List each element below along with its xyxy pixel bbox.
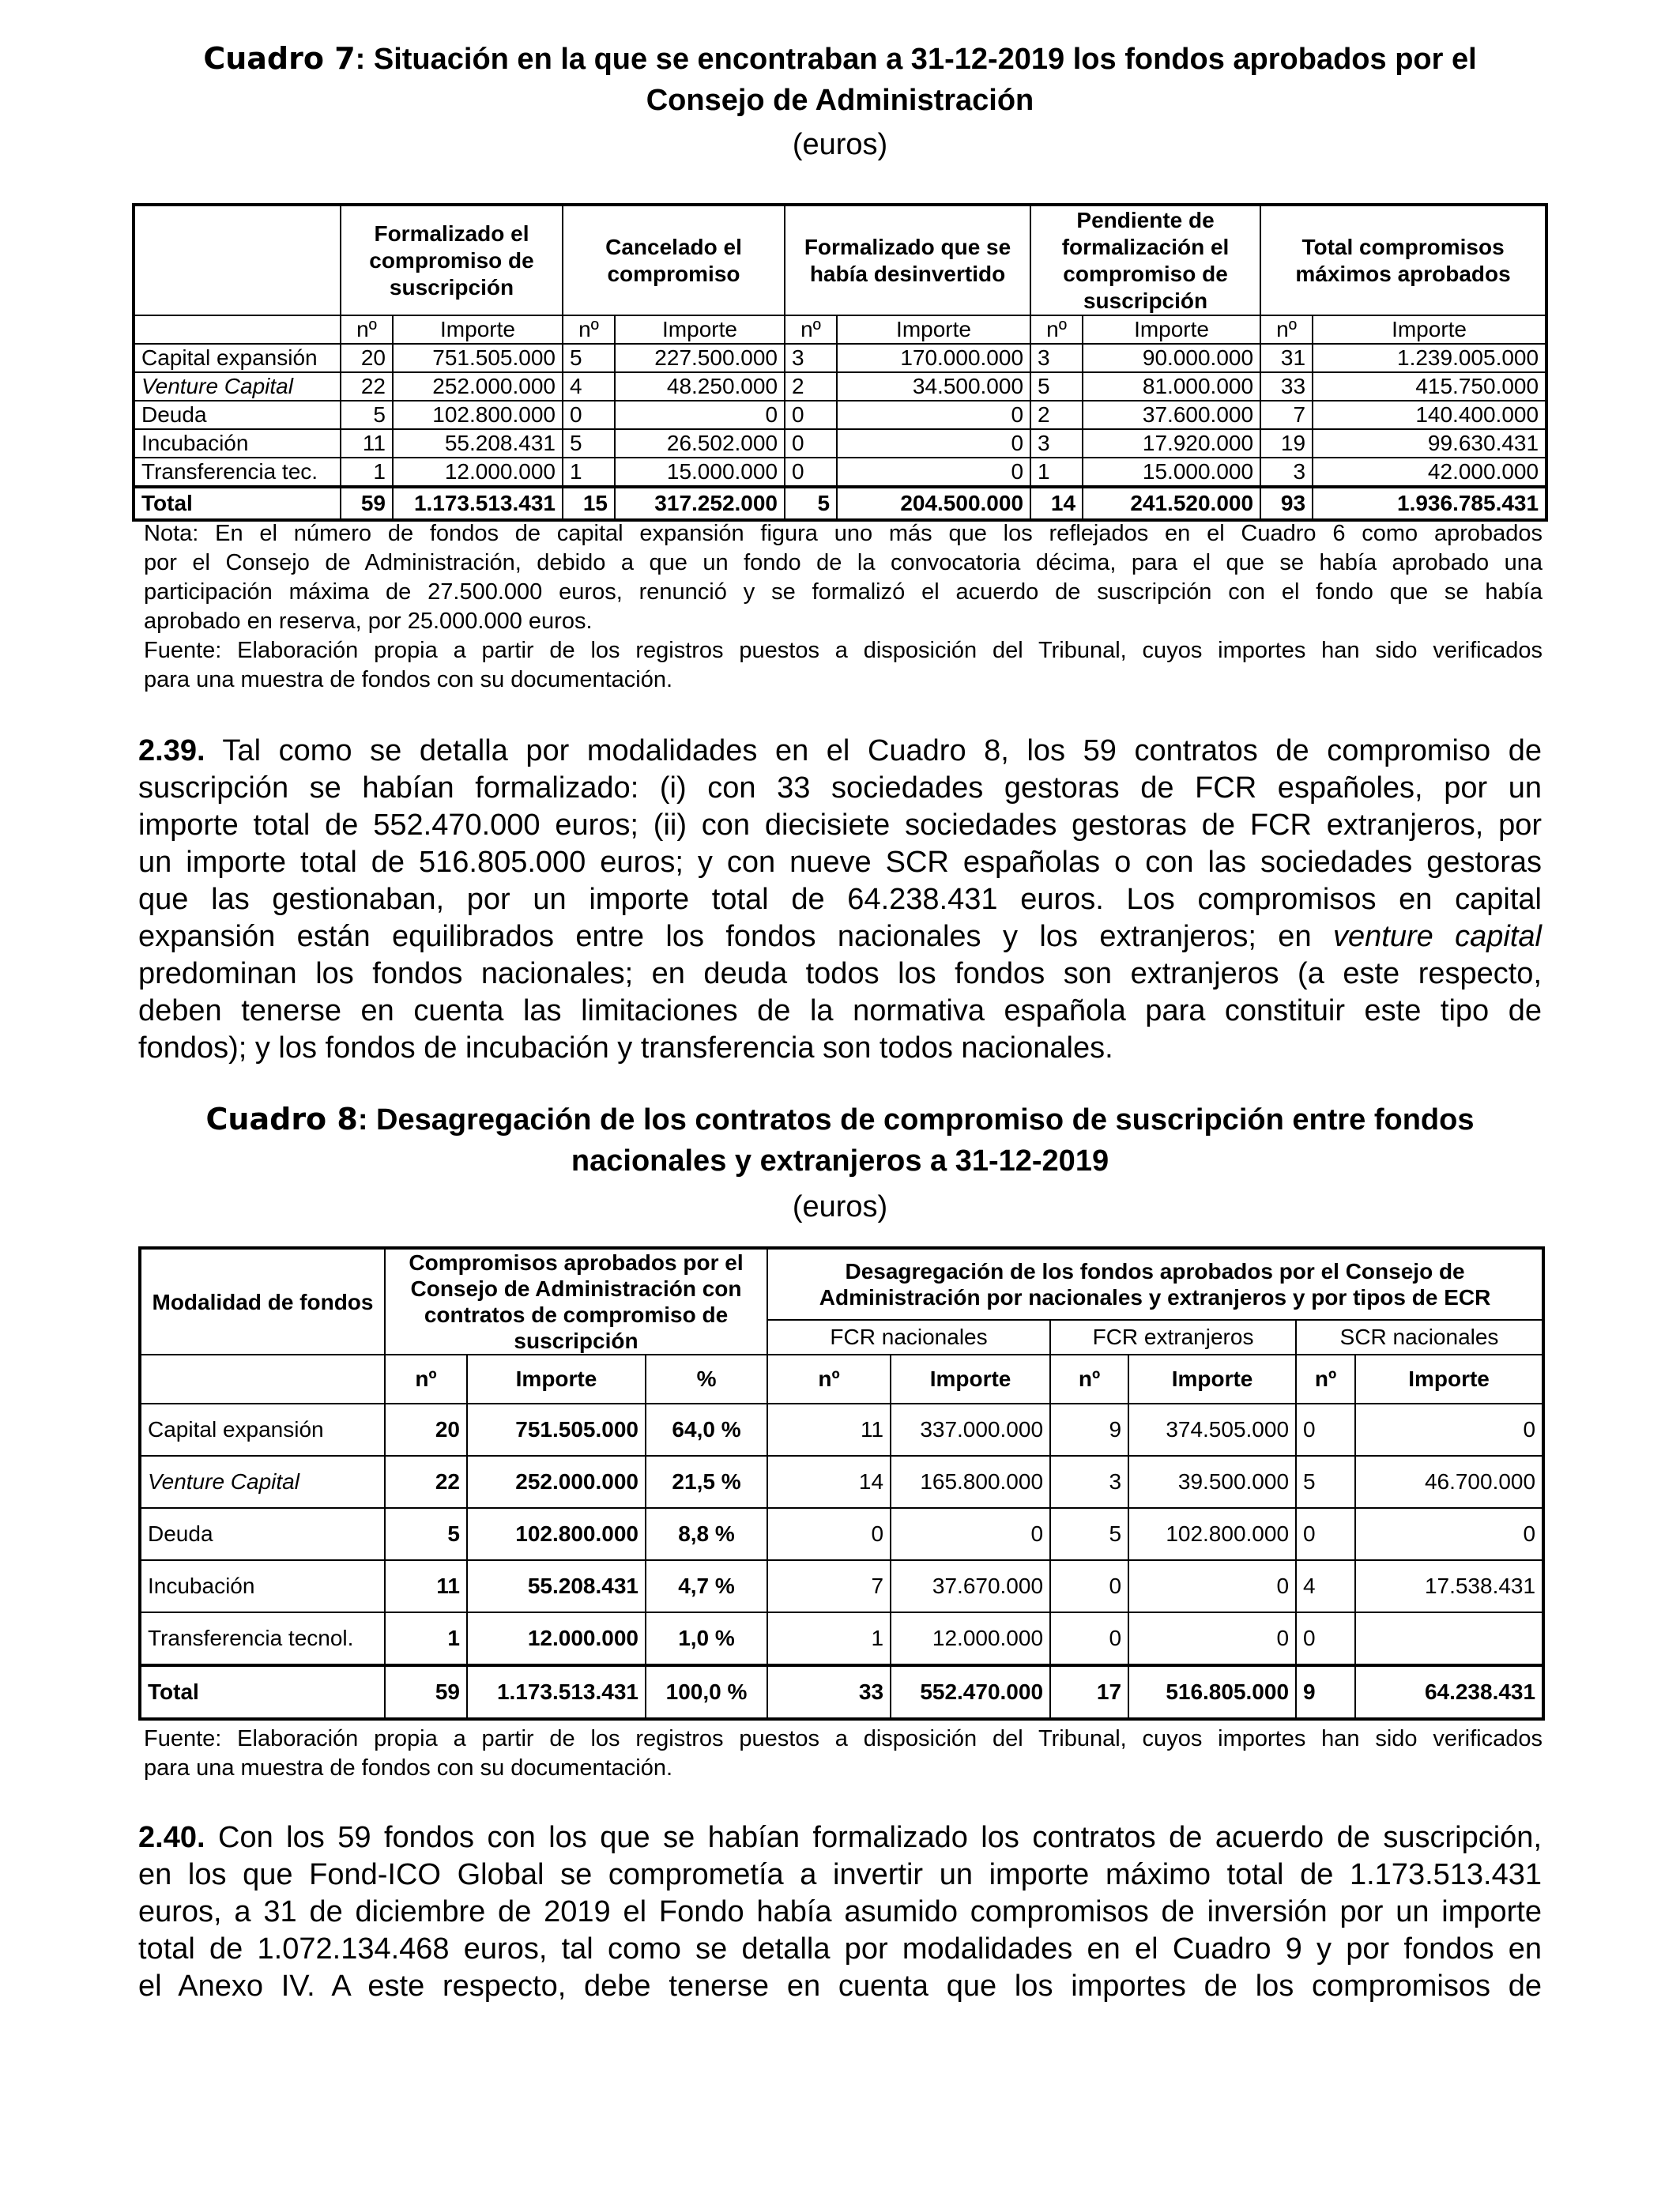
- cell-amount: 0: [837, 401, 1030, 429]
- cell-count: 0: [785, 458, 837, 487]
- cell-amount: 39.500.000: [1128, 1456, 1296, 1508]
- cuadro7-title-line2: Consejo de Administración: [646, 84, 1034, 117]
- paragraph-number: 2.39.: [138, 734, 205, 767]
- paragraph-2-40: [138, 1819, 1542, 2005]
- row-label: Venture Capital: [134, 372, 341, 401]
- cell-count: 1: [341, 458, 393, 487]
- paragraph-line: Con los 59 fondos con los que se habían formalizado los contratos de acuerdo de suscripción,: [205, 1821, 1542, 1854]
- cell-amount: 81.000.000: [1083, 372, 1260, 401]
- cuadro8-sub-n: nº: [767, 1355, 891, 1404]
- paragraph-line: importe total de 552.470.000 euros; (ii) con diecisiete sociedades gestoras de FCR extranjeros, por: [138, 809, 1542, 842]
- cell-amount: 90.000.000: [1083, 344, 1260, 372]
- cell-count: 0: [1296, 1404, 1355, 1456]
- cuadro7-sub-importe: Importe: [837, 315, 1030, 344]
- cuadro8-h-scr-nacionales: SCR nacionales: [1296, 1320, 1543, 1355]
- cuadro8-title-line2: nacionales y extranjeros a 31-12-2019: [571, 1144, 1109, 1178]
- cell-count: 0: [1296, 1612, 1355, 1665]
- row-label: Transferencia tec.: [134, 458, 341, 487]
- cell-amount: 0: [891, 1508, 1050, 1560]
- row-label: Transferencia tecnol.: [140, 1612, 385, 1665]
- note-line: aprobado en reserva, por 25.000.000 euros.: [144, 609, 593, 634]
- cuadro8-sub-empty: [140, 1355, 385, 1404]
- total-amount: 204.500.000: [837, 487, 1030, 520]
- paragraph-2-39: [138, 733, 1542, 1067]
- cuadro7-sub-empty: [134, 315, 341, 344]
- paragraph-line: Tal como se detalla por modalidades en el Cuadro 8, los 59 contratos de compromiso de: [205, 734, 1542, 767]
- total-percent: 100,0 %: [646, 1665, 767, 1719]
- cell-percent: 4,7 %: [646, 1560, 767, 1612]
- total-label: Total: [134, 487, 341, 520]
- paragraph-line: predominan los fondos nacionales; en deuda todos los fondos son extranjeros (a este respecto,: [138, 957, 1542, 990]
- cell-amount: 227.500.000: [615, 344, 785, 372]
- cell-amount: 415.750.000: [1313, 372, 1546, 401]
- paragraph-line: euros, a 31 de diciembre de 2019 el Fondo había asumido compromisos de inversión por un importe: [138, 1895, 1542, 1928]
- total-value: 552.470.000: [891, 1665, 1050, 1719]
- cuadro7-sub-importe: Importe: [615, 315, 785, 344]
- cell-count: 5: [1030, 372, 1083, 401]
- cuadro8-sub-pct: %: [646, 1355, 767, 1404]
- cell-amount: 15.000.000: [1083, 458, 1260, 487]
- cuadro8-title-line1: : Desagregación de los contratos de compromiso de suscripción entre fondos: [357, 1103, 1475, 1137]
- cell-amount: 0: [1355, 1508, 1543, 1560]
- cuadro7-table: [132, 203, 1548, 522]
- total-amount: 1.173.513.431: [393, 487, 563, 520]
- cell-amount: 1.239.005.000: [1313, 344, 1546, 372]
- total-amount: 241.520.000: [1083, 487, 1260, 520]
- cell-amount: 102.800.000: [1128, 1508, 1296, 1560]
- cell-amount: 0: [1128, 1560, 1296, 1612]
- cell-amount: 12.000.000: [393, 458, 563, 487]
- source-line: para una muestra de fondos con su documentación.: [144, 1755, 673, 1781]
- cell-amount: 170.000.000: [837, 344, 1030, 372]
- cuadro8-title: [134, 1099, 1546, 1182]
- cell-count: 5: [563, 429, 615, 458]
- total-count: 59: [341, 487, 393, 520]
- cell-count: 2: [1030, 401, 1083, 429]
- row-label: Incubación: [140, 1560, 385, 1612]
- cell-count: 11: [385, 1560, 467, 1612]
- cuadro7-label: Cuadro 7: [203, 41, 356, 76]
- cell-count: 2: [785, 372, 837, 401]
- total-value: 59: [385, 1665, 467, 1719]
- total-count: 14: [1030, 487, 1083, 520]
- total-row: [134, 487, 1546, 520]
- cell-count: 3: [1260, 458, 1313, 487]
- cell-count: 5: [1296, 1456, 1355, 1508]
- cell-amount: 46.700.000: [1355, 1456, 1543, 1508]
- cuadro7-title-line1: : Situación en la que se encontraban a 31-12-2019 los fondos aprobados por el: [355, 43, 1477, 76]
- table-row: [134, 429, 1546, 458]
- cell-count: 3: [1030, 429, 1083, 458]
- total-count: 15: [563, 487, 615, 520]
- row-label: Deuda: [140, 1508, 385, 1560]
- paragraph-line: que las gestionaban, por un importe total de 64.238.431 euros. Los compromisos en capital: [138, 883, 1542, 916]
- cell-count: 22: [385, 1456, 467, 1508]
- cell-count: 0: [785, 401, 837, 429]
- italic-term: venture capital: [1333, 920, 1543, 953]
- cell-count: 0: [1050, 1612, 1128, 1665]
- cuadro7-units: (euros): [792, 128, 888, 161]
- cell-amount: 42.000.000: [1313, 458, 1546, 487]
- table-row: [134, 344, 1546, 372]
- cell-amount: 26.502.000: [615, 429, 785, 458]
- cell-percent: 8,8 %: [646, 1508, 767, 1560]
- cell-percent: 1,0 %: [646, 1612, 767, 1665]
- paragraph-line: un importe total de 516.805.000 euros; y con nueve SCR españolas o con las sociedades gestoras: [138, 846, 1542, 879]
- cuadro7-h-formalizado: Formalizado el compromiso de suscripción: [341, 205, 563, 315]
- row-label: Deuda: [134, 401, 341, 429]
- paragraph-line: en los que Fond-ICO Global se comprometía a invertir un importe máximo total de 1.173.513.431: [138, 1858, 1542, 1891]
- cell-count: 0: [1050, 1560, 1128, 1612]
- cuadro7-sub-importe: Importe: [1313, 315, 1546, 344]
- cell-count: 1: [1030, 458, 1083, 487]
- paragraph-number: 2.40.: [138, 1821, 205, 1854]
- cell-count: 31: [1260, 344, 1313, 372]
- cuadro8-h-fcr-extranjeros: FCR extranjeros: [1050, 1320, 1296, 1355]
- cuadro8-subheader-row: [140, 1355, 1543, 1404]
- total-value: 33: [767, 1665, 891, 1719]
- cell-amount: 48.250.000: [615, 372, 785, 401]
- cuadro7-sub-n: nº: [785, 315, 837, 344]
- table-row: [140, 1612, 1543, 1665]
- cell-amount: 55.208.431: [467, 1560, 646, 1612]
- cuadro8-sub-importe: Importe: [1128, 1355, 1296, 1404]
- cell-amount: 99.630.431: [1313, 429, 1546, 458]
- paragraph-line: expansión están equilibrados entre los fondos nacionales y los extranjeros; en: [138, 920, 1333, 953]
- cuadro7-sub-n: nº: [563, 315, 615, 344]
- cuadro8-sub-importe: Importe: [891, 1355, 1050, 1404]
- cuadro8-units: (euros): [792, 1190, 888, 1223]
- cell-amount: 0: [837, 429, 1030, 458]
- cell-count: 20: [385, 1404, 467, 1456]
- table-row: [140, 1508, 1543, 1560]
- cell-count: 3: [1050, 1456, 1128, 1508]
- cuadro7-h-pendiente: Pendiente de formalización el compromiso de suscripción: [1030, 205, 1260, 315]
- cuadro7-sub-n: nº: [341, 315, 393, 344]
- cell-amount: 12.000.000: [467, 1612, 646, 1665]
- source-line: Fuente: Elaboración propia a partir de los registros puestos a disposición del Tribunal, cuyos importes han sido verificados: [144, 1726, 1543, 1751]
- cuadro7-h-desinvertido: Formalizado que se había desinvertido: [785, 205, 1030, 315]
- cuadro7-sub-importe: Importe: [1083, 315, 1260, 344]
- cell-percent: 21,5 %: [646, 1456, 767, 1508]
- cuadro8-table: [138, 1246, 1545, 1721]
- cell-amount: 102.800.000: [393, 401, 563, 429]
- cell-amount: 0: [1355, 1404, 1543, 1456]
- row-label: Venture Capital: [140, 1456, 385, 1508]
- cuadro8-sub-importe: Importe: [1355, 1355, 1543, 1404]
- cell-count: 14: [767, 1456, 891, 1508]
- cuadro7-h-cancelado: Cancelado el compromiso: [563, 205, 785, 315]
- cell-percent: 64,0 %: [646, 1404, 767, 1456]
- cell-amount: 0: [1128, 1612, 1296, 1665]
- cell-count: 11: [767, 1404, 891, 1456]
- table-row: [134, 372, 1546, 401]
- cell-amount: 17.538.431: [1355, 1560, 1543, 1612]
- paragraph-line: total de 1.072.134.468 euros, tal como se detalla por modalidades en el Cuadro 9 y por fondos en: [138, 1932, 1542, 1966]
- cell-count: 5: [341, 401, 393, 429]
- cell-count: 4: [1296, 1560, 1355, 1612]
- note-line: Nota: En el número de fondos de capital expansión figura uno más que los reflejados en el Cuadro 6 como aprobados: [144, 521, 1543, 546]
- table-row: [134, 458, 1546, 487]
- cuadro8-h-modalidad: Modalidad de fondos: [140, 1248, 385, 1355]
- cell-amount: 337.000.000: [891, 1404, 1050, 1456]
- note-line: por el Consejo de Administración, debido a que un fondo de la convocatoria décima, para el que se había aprobado una: [144, 550, 1543, 575]
- cell-count: 7: [1260, 401, 1313, 429]
- total-count: 93: [1260, 487, 1313, 520]
- cell-count: 3: [1030, 344, 1083, 372]
- cell-count: 22: [341, 372, 393, 401]
- cuadro7-subheader-row: [134, 315, 1546, 344]
- cuadro7-sub-n: nº: [1030, 315, 1083, 344]
- total-value: 1.173.513.431: [467, 1665, 646, 1719]
- cell-count: 0: [563, 401, 615, 429]
- cuadro8-sub-n: nº: [1050, 1355, 1128, 1404]
- cell-amount: 0: [615, 401, 785, 429]
- cuadro8-sub-n: nº: [385, 1355, 467, 1404]
- source-line: para una muestra de fondos con su documentación.: [144, 667, 673, 692]
- cell-count: 9: [1050, 1404, 1128, 1456]
- table-row: [140, 1404, 1543, 1456]
- cell-amount: 12.000.000: [891, 1612, 1050, 1665]
- cuadro7-h-total: Total compromisos máximos aprobados: [1260, 205, 1546, 315]
- cuadro7-sub-n: nº: [1260, 315, 1313, 344]
- cuadro8-source: [144, 1725, 1543, 1783]
- cell-count: 33: [1260, 372, 1313, 401]
- cell-amount: 37.670.000: [891, 1560, 1050, 1612]
- row-label: Capital expansión: [134, 344, 341, 372]
- total-amount: 317.252.000: [615, 487, 785, 520]
- cell-count: 3: [785, 344, 837, 372]
- source-line: Fuente: Elaboración propia a partir de los registros puestos a disposición del Tribunal, cuyos importes han sido verificados: [144, 638, 1543, 663]
- cuadro8-h-fcr-nacionales: FCR nacionales: [767, 1320, 1050, 1355]
- cell-count: 5: [385, 1508, 467, 1560]
- note-line: participación máxima de 27.500.000 euros, renunció y se formalizó el acuerdo de suscripción con el fondo que se había: [144, 579, 1543, 605]
- total-value: 516.805.000: [1128, 1665, 1296, 1719]
- total-count: 5: [785, 487, 837, 520]
- cell-count: 5: [563, 344, 615, 372]
- cell-amount: [1355, 1612, 1543, 1665]
- cell-amount: 140.400.000: [1313, 401, 1546, 429]
- total-row: [140, 1665, 1543, 1719]
- cell-amount: 751.505.000: [467, 1404, 646, 1456]
- cell-count: 1: [767, 1612, 891, 1665]
- total-label: Total: [140, 1665, 385, 1719]
- cell-amount: 37.600.000: [1083, 401, 1260, 429]
- cell-amount: 17.920.000: [1083, 429, 1260, 458]
- cell-amount: 102.800.000: [467, 1508, 646, 1560]
- cell-amount: 374.505.000: [1128, 1404, 1296, 1456]
- paragraph-line: suscripción se habían formalizado: (i) con 33 sociedades gestoras de FCR españoles, por un: [138, 771, 1542, 805]
- cuadro8-label: Cuadro 8: [205, 1102, 358, 1137]
- table-row: [140, 1456, 1543, 1508]
- cell-amount: 751.505.000: [393, 344, 563, 372]
- cuadro8-h-compromisos: Compromisos aprobados por el Consejo de Administración con contratos de compromiso de suscripción: [385, 1248, 767, 1355]
- cell-count: 0: [767, 1508, 891, 1560]
- cell-count: 7: [767, 1560, 891, 1612]
- cell-count: 19: [1260, 429, 1313, 458]
- row-label: Capital expansión: [140, 1404, 385, 1456]
- cell-count: 1: [563, 458, 615, 487]
- total-value: 17: [1050, 1665, 1128, 1719]
- cuadro7-note: [144, 519, 1543, 695]
- paragraph-line: deben tenerse en cuenta las limitaciones de la normativa española para constituir este tipo de: [138, 994, 1542, 1027]
- cell-count: 0: [785, 429, 837, 458]
- cuadro8-sub-n: nº: [1296, 1355, 1355, 1404]
- cell-count: 4: [563, 372, 615, 401]
- cuadro7-sub-importe: Importe: [393, 315, 563, 344]
- cell-amount: 165.800.000: [891, 1456, 1050, 1508]
- cuadro7-corner: [134, 205, 341, 315]
- total-value: 9: [1296, 1665, 1355, 1719]
- paragraph-line: el Anexo IV. A este respecto, debe tenerse en cuenta que los importes de los compromisos de: [138, 1970, 1542, 2003]
- table-row: [134, 401, 1546, 429]
- cell-amount: 55.208.431: [393, 429, 563, 458]
- cuadro8-sub-importe: Importe: [467, 1355, 646, 1404]
- cuadro7-title: [134, 38, 1546, 121]
- cell-count: 20: [341, 344, 393, 372]
- cell-amount: 0: [837, 458, 1030, 487]
- cell-count: 0: [1296, 1508, 1355, 1560]
- cell-amount: 252.000.000: [467, 1456, 646, 1508]
- cell-amount: 15.000.000: [615, 458, 785, 487]
- cuadro8-h-desagregacion: Desagregación de los fondos aprobados por el Consejo de Administración por nacionales y extranjeros y por tipos de ECR: [767, 1248, 1543, 1320]
- total-value: 64.238.431: [1355, 1665, 1543, 1719]
- cell-count: 1: [385, 1612, 467, 1665]
- cell-amount: 34.500.000: [837, 372, 1030, 401]
- paragraph-line: fondos); y los fondos de incubación y transferencia son todos nacionales.: [138, 1031, 1113, 1065]
- row-label: Incubación: [134, 429, 341, 458]
- cell-count: 5: [1050, 1508, 1128, 1560]
- table-row: [140, 1560, 1543, 1612]
- total-amount: 1.936.785.431: [1313, 487, 1546, 520]
- cell-amount: 252.000.000: [393, 372, 563, 401]
- cell-count: 11: [341, 429, 393, 458]
